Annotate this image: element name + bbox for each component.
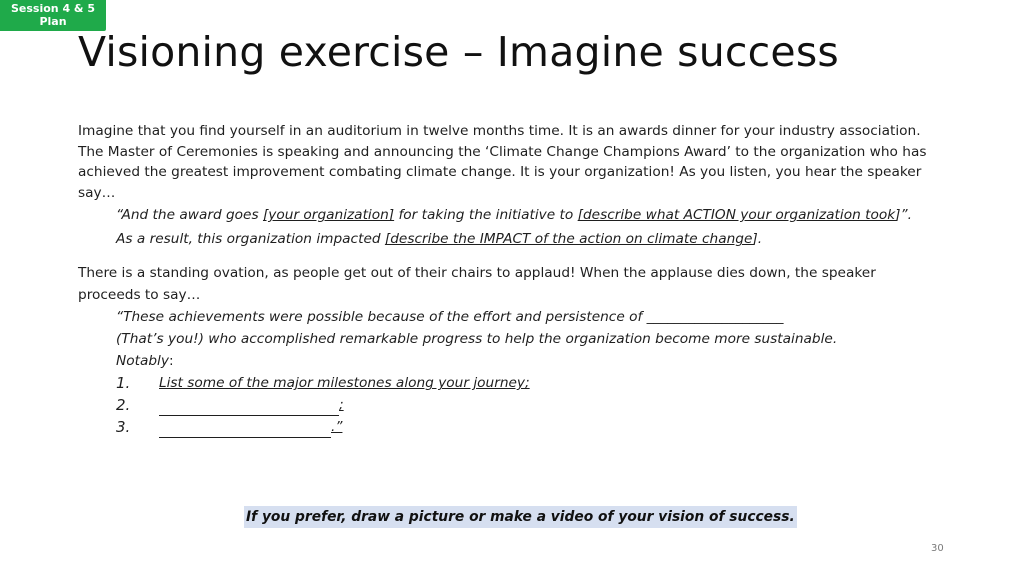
blank-rule bbox=[159, 424, 331, 438]
intro-paragraph: Imagine that you find yourself in an auditorium in twelve months time. It is an awards dinner for your industry association. The Master of Ceremonies is speaking and announcing the ‘Climate Change Champions Award’ to the organization who has achieved the greatest improvement combating climate change. It is your organization! As you listen, you hear the speaker say… bbox=[78, 123, 927, 201]
impact-quote bbox=[78, 229, 938, 250]
blank-line bbox=[159, 394, 344, 416]
notably-line bbox=[116, 350, 938, 372]
notably-colon: : bbox=[168, 353, 174, 370]
badge-line-1: Session 4 & 5 bbox=[10, 2, 96, 15]
impact-placeholder: [describe the IMPACT of the action on climate change bbox=[384, 231, 753, 248]
list-item-number: 3. bbox=[116, 418, 131, 437]
your-organization-placeholder: [your organization] bbox=[262, 207, 395, 224]
notably-word: Notably bbox=[116, 353, 169, 370]
ovation-paragraph: There is a standing ovation, as people get out of their chairs to applaud! When the applause dies down, the speaker proceeds to say… bbox=[78, 265, 876, 304]
action-placeholder: [describe what ACTION your organization took bbox=[577, 207, 896, 224]
list-item-number: 2. bbox=[116, 396, 131, 415]
award-quote-text-3: ]”. bbox=[895, 207, 912, 224]
achievements-quote bbox=[78, 306, 938, 372]
award-quote-text-1: “And the award goes bbox=[116, 207, 263, 224]
list-item-text: List some of the major milestones along your journey; bbox=[159, 375, 530, 392]
impact-quote-text-2: ]. bbox=[752, 231, 763, 248]
list-item-number: 1. bbox=[116, 374, 131, 393]
impact-quote-text-1: As a result, this organization impacted bbox=[116, 231, 385, 248]
list-item bbox=[116, 394, 938, 416]
session-badge bbox=[0, 0, 106, 31]
list-item bbox=[116, 372, 938, 394]
list-item-suffix: ; bbox=[339, 397, 344, 414]
award-quote bbox=[78, 205, 938, 226]
blank-rule bbox=[159, 402, 339, 416]
milestone-list bbox=[78, 372, 938, 438]
highlighted-instruction: If you prefer, draw a picture or make a video of your vision of success. bbox=[244, 506, 797, 528]
slide-title: Visioning exercise – Imagine success bbox=[78, 28, 839, 76]
blank-line bbox=[159, 416, 342, 438]
list-item bbox=[116, 416, 938, 438]
list-item-suffix: .” bbox=[331, 419, 343, 436]
badge-line-2: Plan bbox=[39, 15, 67, 28]
award-quote-text-2: for taking the initiative to bbox=[394, 207, 578, 224]
slide-body bbox=[78, 121, 938, 438]
page-number: 30 bbox=[931, 543, 944, 554]
achievements-line-1: “These achievements were possible because of the effort and persistence of ____________________ bbox=[116, 309, 784, 326]
achievements-line-2: (That’s you!) who accomplished remarkable progress to help the organization become more sustainable. bbox=[116, 331, 838, 348]
